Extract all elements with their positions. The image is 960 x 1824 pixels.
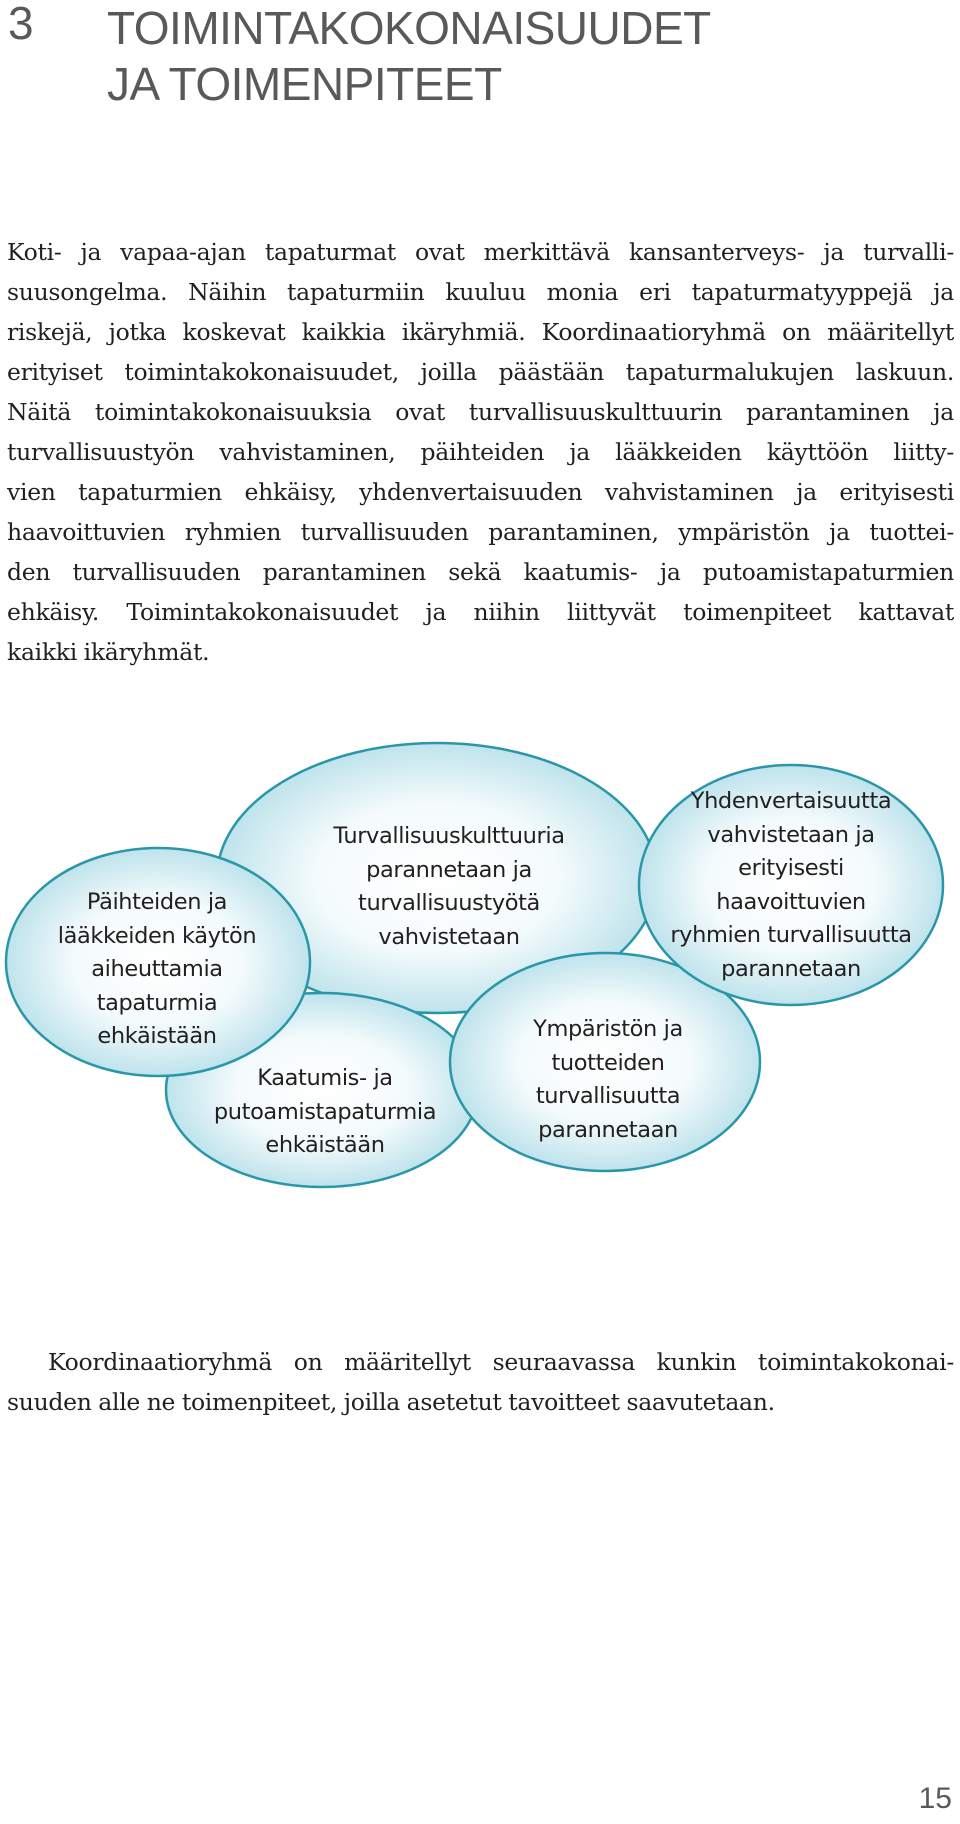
paragraph-line: suuden alle ne toimenpiteet, joilla asetetut tavoitteet saavutetaan. bbox=[7, 1387, 775, 1416]
bubble-text-line: Ympäristön ja bbox=[533, 1016, 683, 1042]
bubble-text-line: vahvistetaan ja bbox=[707, 821, 875, 848]
paragraph-line: den turvallisuuden parantaminen sekä kaatumis- ja putoamistapaturmien bbox=[7, 558, 954, 586]
paragraph-line: riskejä, jotka koskevat kaikkia ikäryhmiä. Koordinaatioryhmä on määritellyt bbox=[7, 318, 954, 346]
bubble-text-line: Turvallisuuskulttuuria bbox=[333, 823, 565, 849]
chapter-title-line: TOIMINTAKOKONAISUUDET bbox=[107, 2, 711, 54]
bubble-text-line: haavoittuvien bbox=[716, 888, 866, 915]
bubble-text-paihteet bbox=[58, 886, 257, 1054]
paragraph-line: ehkäisy. Toimintakokonaisuudet ja niihin liittyvät toimenpiteet kattavat bbox=[7, 598, 954, 626]
bubble-text-line: tapaturmia bbox=[96, 989, 218, 1016]
bubble-text-ymparisto bbox=[533, 1013, 683, 1147]
bubble-text-line: parannetaan bbox=[721, 955, 861, 982]
paragraph-line: suusongelma. Näihin tapaturmiin kuuluu monia eri tapaturmatyyppejä ja bbox=[7, 278, 954, 306]
bubble-text-line: parannetaan ja bbox=[366, 856, 532, 883]
chapter-title-line: JA TOIMENPITEET bbox=[107, 58, 502, 110]
bubble-text-line: Kaatumis- ja bbox=[257, 1065, 393, 1091]
bubble-text-line: aiheuttamia bbox=[91, 956, 223, 982]
bubble-text-line: putoamistapaturmia bbox=[213, 1098, 437, 1125]
paragraph-line: Koti- ja vapaa-ajan tapaturmat ovat merkittävä kansanterveys- ja turvalli- bbox=[7, 238, 954, 266]
action-areas-diagram bbox=[0, 730, 960, 1200]
bubble-text-kaatumis bbox=[214, 1062, 436, 1163]
bubble-text-line: Päihteiden ja bbox=[86, 889, 228, 915]
bubble-text-line: turvallisuustyötä bbox=[358, 890, 540, 916]
bubble-text-line: vahvistetaan bbox=[378, 923, 520, 950]
paragraph-line: Koordinaatioryhmä on määritellyt seuraavassa kunkin toimintakokonai- bbox=[48, 1347, 954, 1376]
bubble-text-yhdenvertaisuus bbox=[670, 785, 911, 986]
bubble-text-line: lääkkeiden käytön bbox=[57, 922, 257, 949]
intro-paragraph bbox=[7, 232, 954, 672]
bubble-text-line: erityisesti bbox=[738, 855, 844, 881]
chapter-title bbox=[107, 0, 711, 112]
bubble-text-line: tuotteiden bbox=[551, 1049, 665, 1076]
chapter-number: 3 bbox=[8, 0, 34, 49]
paragraph-line: erityiset toimintakokonaisuudet, joilla päästään tapaturmalukujen laskuun. bbox=[7, 358, 954, 386]
paragraph-line: kaikki ikäryhmät. bbox=[7, 638, 210, 666]
bubble-text-line: Yhdenvertaisuutta bbox=[690, 788, 892, 814]
closing-paragraph bbox=[7, 1342, 954, 1422]
bubble-text-line: ehkäistään bbox=[97, 1023, 217, 1049]
paragraph-line: turvallisuustyön vahvistaminen, päihteiden ja lääkkeiden käyttöön liitty- bbox=[7, 438, 954, 466]
bubble-text-turvallisuuskulttuuri bbox=[333, 820, 564, 954]
paragraph-line: Näitä toimintakokonaisuuksia ovat turvallisuuskulttuurin parantaminen ja bbox=[7, 398, 954, 426]
bubble-text-line: parannetaan bbox=[538, 1116, 678, 1143]
bubble-text-line: turvallisuutta bbox=[535, 1083, 681, 1109]
bubble-text-line: ryhmien turvallisuutta bbox=[670, 922, 912, 948]
paragraph-line: vien tapaturmien ehkäisy, yhdenvertaisuuden vahvistaminen ja erityisesti bbox=[7, 478, 954, 506]
paragraph-line: haavoittuvien ryhmien turvallisuuden parantaminen, ympäristön ja tuottei- bbox=[7, 518, 954, 546]
bubble-text-line: ehkäistään bbox=[265, 1132, 385, 1158]
page-number: 15 bbox=[918, 1782, 952, 1815]
